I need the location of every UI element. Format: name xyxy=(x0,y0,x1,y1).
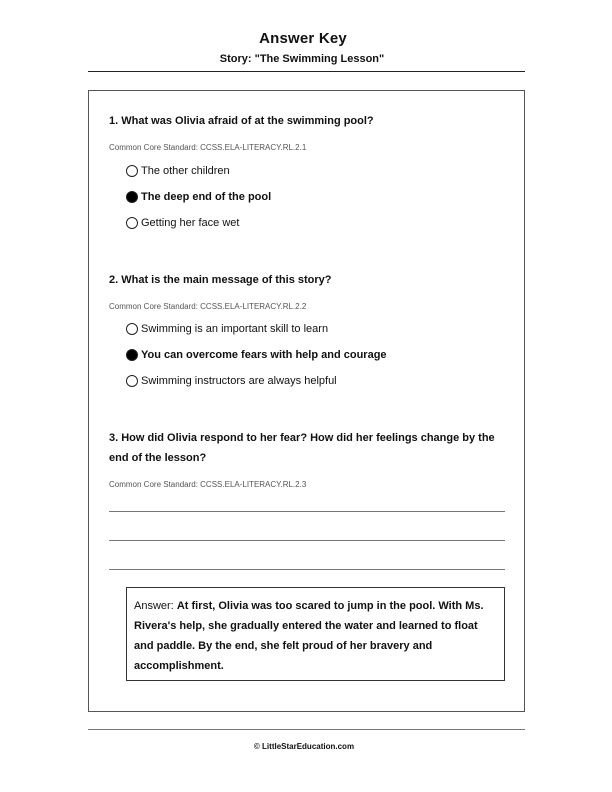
radio-filled-icon[interactable] xyxy=(126,191,138,203)
page-header xyxy=(0,30,612,47)
copyright-footer: © LittleStarEducation.com xyxy=(253,742,355,751)
question-2-standard: Common Core Standard: CCSS.ELA-LITERACY.RL.2.2 xyxy=(109,302,307,311)
radio-empty-icon[interactable] xyxy=(126,375,138,387)
option-label: Getting her face wet xyxy=(141,217,240,229)
radio-empty-icon[interactable] xyxy=(126,323,138,335)
question-3-text: 3. How did Olivia respond to her fear? How did her feelings change by the end of the lesson? xyxy=(109,432,495,464)
option-label: The other children xyxy=(141,165,230,177)
header-divider xyxy=(88,71,525,72)
question-1-standard: Common Core Standard: CCSS.ELA-LITERACY.RL.2.1 xyxy=(109,143,307,152)
question-1-text: 1. What was Olivia afraid of at the swimming pool? xyxy=(109,115,374,127)
option-label: Swimming instructors are always helpful xyxy=(141,375,337,387)
answer-writing-line[interactable] xyxy=(109,540,505,541)
option-label: Swimming is an important skill to learn xyxy=(141,323,329,335)
question-2-option-2[interactable] xyxy=(126,348,387,362)
answer-label: Answer: xyxy=(134,600,174,612)
question-panel xyxy=(88,90,525,712)
story-subtitle: Story: "The Swimming Lesson" xyxy=(219,53,385,65)
question-1-option-2[interactable] xyxy=(126,190,271,204)
answer-writing-line[interactable] xyxy=(109,569,505,570)
radio-empty-icon[interactable] xyxy=(126,165,138,177)
answer-key-box xyxy=(126,587,505,681)
option-label: You can overcome fears with help and courage xyxy=(141,349,387,361)
answer-text: At first, Olivia was too scared to jump in the pool. With Ms. Rivera's help, she gradually entered the water and learned to float and paddle. By the end, she felt proud of her bravery and accomplishment. xyxy=(134,600,484,672)
question-2-text: 2. What is the main message of this story? xyxy=(109,274,332,286)
footer-divider xyxy=(88,729,525,730)
question-1-option-3[interactable] xyxy=(126,216,239,230)
radio-empty-icon[interactable] xyxy=(126,217,138,229)
question-3-standard: Common Core Standard: CCSS.ELA-LITERACY.RL.2.3 xyxy=(109,480,307,489)
question-2-option-3[interactable] xyxy=(126,374,337,388)
radio-filled-icon[interactable] xyxy=(126,349,138,361)
question-1-option-1[interactable] xyxy=(126,164,230,178)
option-label: The deep end of the pool xyxy=(141,191,272,203)
question-2-option-1[interactable] xyxy=(126,322,328,336)
answer-writing-line[interactable] xyxy=(109,511,505,512)
page-title: Answer Key xyxy=(259,30,347,47)
